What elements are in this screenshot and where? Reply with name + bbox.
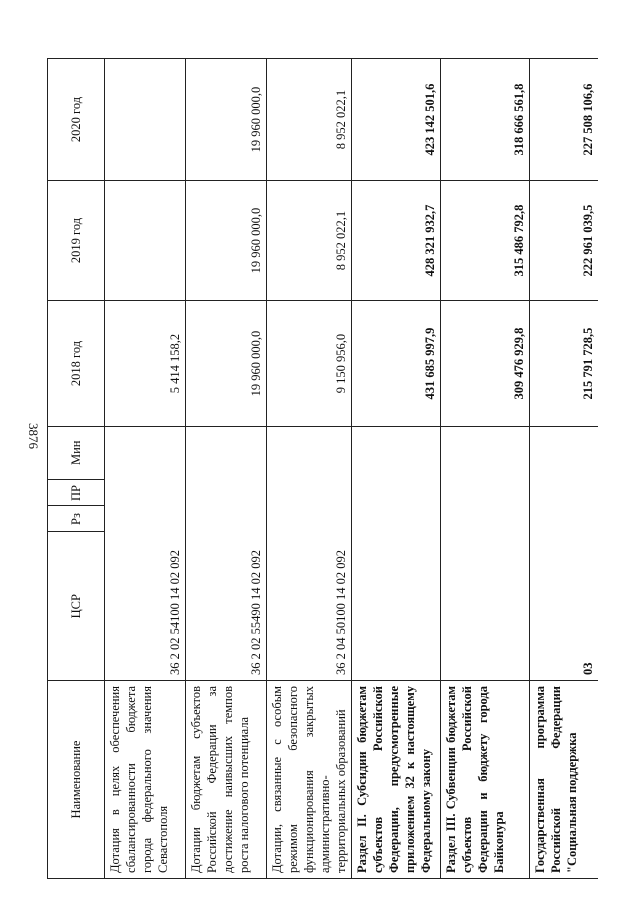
row-code bbox=[186, 427, 267, 681]
row-name: Государственная программа Российской Федерации "Социальная поддержка bbox=[530, 681, 599, 879]
row-2019 bbox=[105, 181, 186, 301]
row-name: Раздел III. Субвенции бюджетам субъектов Российской Федерации и бюджету города Байконура bbox=[441, 681, 530, 879]
table-row bbox=[186, 59, 267, 879]
row-code bbox=[530, 427, 599, 681]
row-code-text: 36 2 04 50100 14 02 092 bbox=[334, 550, 348, 675]
header-csr: ЦСР bbox=[48, 532, 104, 680]
row-2020: 8 952 022,1 bbox=[267, 59, 352, 181]
row-code bbox=[352, 427, 441, 681]
row-2019: 8 952 022,1 bbox=[267, 181, 352, 301]
row-2018: 215 791 728,5 bbox=[530, 301, 599, 427]
row-2019: 222 961 039,5 bbox=[530, 181, 599, 301]
row-code bbox=[267, 427, 352, 681]
header-codes bbox=[48, 427, 105, 681]
row-code bbox=[441, 427, 530, 681]
table-row bbox=[441, 59, 530, 879]
row-2019: 428 321 932,7 bbox=[352, 181, 441, 301]
row-name: Дотации, связанные с особым режимом безопасного функционирования закрытых административно-территориальных образований bbox=[267, 681, 352, 879]
row-code-text: 36 2 02 55490 14 02 092 bbox=[249, 550, 263, 675]
header-pr: ПР bbox=[48, 480, 104, 506]
table-row bbox=[352, 59, 441, 879]
row-name: Дотация в целях обеспечения сбалансированности бюджета города федерального значения Севастополя bbox=[105, 681, 186, 879]
row-2018: 431 685 997,9 bbox=[352, 301, 441, 427]
table-row bbox=[267, 59, 352, 879]
row-2020: 227 508 106,6 bbox=[530, 59, 599, 181]
page-number: 3876 bbox=[26, 423, 41, 449]
row-2019: 315 486 792,8 bbox=[441, 181, 530, 301]
budget-table bbox=[47, 58, 598, 879]
row-2020 bbox=[105, 59, 186, 181]
row-2020: 19 960 000,0 bbox=[186, 59, 267, 181]
row-2020: 318 666 561,8 bbox=[441, 59, 530, 181]
row-2018: 309 476 929,8 bbox=[441, 301, 530, 427]
row-code-text: 36 2 02 54100 14 02 092 bbox=[168, 550, 182, 675]
header-min: Мин bbox=[69, 440, 83, 465]
row-code-text: 03 bbox=[581, 662, 595, 675]
row-2018: 5 414 158,2 bbox=[105, 301, 186, 427]
row-2020: 423 142 501,6 bbox=[352, 59, 441, 181]
header-2019: 2019 год bbox=[48, 181, 105, 301]
row-2019: 19 960 000,0 bbox=[186, 181, 267, 301]
header-rz: Рз bbox=[48, 506, 104, 532]
row-code bbox=[105, 427, 186, 681]
header-2018: 2018 год bbox=[48, 301, 105, 427]
header-2020: 2020 год bbox=[48, 59, 105, 181]
table-row bbox=[105, 59, 186, 879]
table-header-row bbox=[48, 59, 105, 879]
row-name: Раздел II. Субсидии бюджетам субъектов Российской Федерации, предусмотренные приложением 32 к настоящему Федеральному закону bbox=[352, 681, 441, 879]
rotated-page-content bbox=[47, 59, 600, 879]
table-row bbox=[530, 59, 599, 879]
row-2018: 19 960 000,0 bbox=[186, 301, 267, 427]
row-2018: 9 150 956,0 bbox=[267, 301, 352, 427]
row-name: Дотации бюджетам субъектов Российской Федерации за достижение наивысших темпов роста налогового потенциала bbox=[186, 681, 267, 879]
header-name: Наименование bbox=[48, 681, 105, 879]
